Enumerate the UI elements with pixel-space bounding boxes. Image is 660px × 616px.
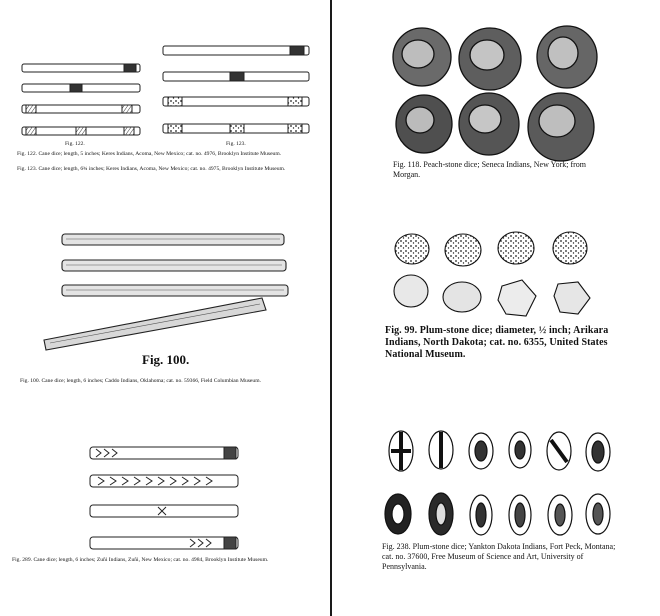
fig-100-drawing — [44, 234, 288, 350]
caption-fig-99: Fig. 99. Plum-stone dice; diameter, ½ inch; Arikara Indians, North Dakota; cat. no. 6355, United States National Museum. — [385, 325, 609, 360]
caption-fig-122: Fig. 122. Cane dice; length, 5 inches; Keres Indians, Acoma, New Mexico; cat. no. 4976, Brooklyn Institute Museum. — [17, 151, 282, 157]
fig-122-label: Fig. 122. — [65, 141, 85, 147]
column-divider — [330, 0, 332, 616]
fig-100-label: Fig. 100. — [142, 352, 190, 367]
caption-fig-123: Fig. 123. Cane dice; length, 6¾ inches; Keres Indians, Acoma, New Mexico; cat. no. 4975, Brooklyn Institute Museum. — [17, 166, 286, 172]
fig-238-drawing — [385, 431, 610, 535]
caption-fig-238: Fig. 238. Plum-stone dice; Yankton Dakota Indians, Fort Peck, Montana; cat. no. 37600, Free Museum of Science and Art, University of Pennsylvania. — [382, 542, 616, 571]
fig-123-drawing — [163, 46, 309, 133]
fig-118-drawing — [393, 26, 597, 161]
fig-289-drawing — [90, 447, 238, 549]
fig-99-drawing — [394, 232, 590, 316]
caption-fig-100: Fig. 100. Cane dice; length, 6 inches; Caddo Indians, Oklahoma; cat. no. 59366, Field Columbian Museum. — [20, 378, 261, 384]
fig-123-label: Fig. 123. — [226, 141, 246, 147]
caption-fig-118: Fig. 118. Peach-stone dice; Seneca Indians, New York; from Morgan. — [393, 160, 586, 179]
caption-fig-289: Fig. 289. Cane dice; length, 6 inches; Zuñi Indians, Zuñi, New Mexico; cat. no. 4984, Brooklyn Institute Museum. — [12, 557, 269, 563]
fig-122-drawing — [22, 64, 140, 135]
